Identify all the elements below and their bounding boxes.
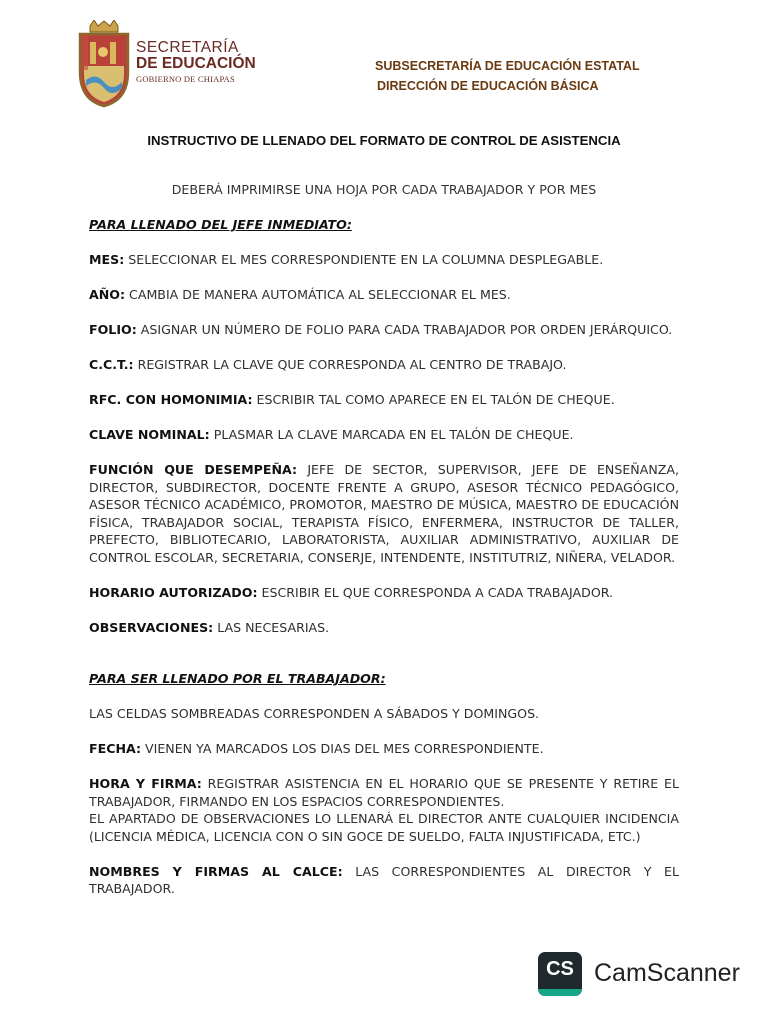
item-label: HORA Y FIRMA: [89, 776, 202, 791]
item-funcion [89, 461, 679, 566]
item-observaciones-director: EL APARTADO DE OBSERVACIONES LO LLENARÁ EL DIRECTOR ANTE CUALQUIER INCIDENCIA (LICENCIA MÉDICA, LICENCIA CON O SIN GOCE DE SUELDO, FALTA INJUSTIFICADA, ETC.) [89, 811, 679, 844]
item-folio [89, 321, 679, 339]
camscanner-badge-text: CS [546, 958, 574, 980]
item-horario [89, 584, 679, 602]
item-text: SELECCIONAR EL MES CORRESPONDIENTE EN LA COLUMNA DESPLEGABLE. [124, 252, 604, 267]
item-label: FUNCIÓN QUE DESEMPEÑA: [89, 462, 298, 477]
header-subsecretaria: SUBSECRETARÍA DE EDUCACIÓN ESTATAL [375, 59, 640, 73]
item-label: CLAVE NOMINAL: [89, 427, 210, 442]
camscanner-watermark [538, 952, 748, 996]
item-label: OBSERVACIONES: [89, 619, 214, 635]
secretaria-educacion-logo [76, 20, 256, 110]
document-body [89, 216, 679, 898]
item-observaciones [89, 619, 679, 637]
item-text: LAS CORRESPONDIENTES AL DIRECTOR Y EL TRABAJADOR. [89, 863, 679, 896]
item-text: LAS NECESARIAS. [213, 619, 330, 635]
item-clave-nominal [89, 426, 679, 444]
item-text: CAMBIA DE MANERA AUTOMÁTICA AL SELECCIONAR EL MES. [125, 287, 511, 302]
item-text: REGISTRAR ASISTENCIA EN EL HORARIO QUE SE PRESENTE Y RETIRE EL TRABAJADOR, FIRMANDO EN LOS ESPACIOS CORRESPONDIENTES. [89, 776, 679, 809]
item-label: RFC. CON HOMONIMIA: [89, 392, 253, 407]
item-hora-firma [89, 775, 679, 810]
item-fecha [89, 740, 679, 758]
item-anio [89, 286, 679, 304]
item-celdas-sombreadas: LAS CELDAS SOMBREADAS CORRESPONDEN A SÁBADOS Y DOMINGOS. [89, 706, 540, 721]
item-text: REGISTRAR LA CLAVE QUE CORRESPONDA AL CENTRO DE TRABAJO. [133, 357, 567, 372]
item-nombres-firmas [89, 863, 679, 898]
item-label: HORARIO AUTORIZADO: [89, 584, 258, 600]
camscanner-logo-icon [538, 952, 582, 996]
logo-subtitle-line: DE EDUCACIÓN [136, 55, 256, 72]
section-heading-trabajador: PARA SER LLENADO POR EL TRABAJADOR: [89, 671, 386, 686]
item-text: ESCRIBIR EL QUE CORRESPONDA A CADA TRABAJADOR. [257, 584, 614, 600]
item-rfc [89, 391, 679, 409]
item-label: MES: [89, 252, 125, 267]
item-label: FOLIO: [89, 322, 137, 337]
document-subtitle: DEBERÁ IMPRIMIRSE UNA HOJA POR CADA TRABAJADOR Y POR MES [171, 182, 597, 197]
item-label: AÑO: [89, 287, 126, 302]
header-direccion: DIRECCIÓN DE EDUCACIÓN BÁSICA [377, 79, 599, 93]
item-text: JEFE DE SECTOR, SUPERVISOR, JEFE DE ENSEÑANZA, DIRECTOR, SUBDIRECTOR, DOCENTE FRENTE A GRUPO, ASESOR TÉCNICO PEDAGÓGICO, ASESOR TÉCNICO ACADÉMICO, PROMOTOR, MAESTRO DE MÚSICA, MAESTRO DE EDUCACIÓN FÍSICA, TRABAJADOR SOCIAL, TERAPISTA FÍSICO, ENFERMERA, INSTRUCTOR DE TALLER, PREFECTO, BIBLIOTECARIO, LABORATORISTA, AUXILIAR ADMINISTRATIVO, AUXILIAR DE CONTROL ESCOLAR, SECRETARIA, CONSERJE, INTENDENTE, INSTITUTRIZ, NIÑERA, VELADOR. [89, 462, 680, 565]
document-title: INSTRUCTIVO DE LLENADO DEL FORMATO DE CONTROL DE ASISTENCIA [147, 133, 621, 148]
item-text: VIENEN YA MARCADOS LOS DIAS DEL MES CORRESPONDIENTE. [141, 741, 544, 756]
item-text: ESCRIBIR TAL COMO APARECE EN EL TALÓN DE CHEQUE. [252, 392, 615, 407]
logo-government-line: GOBIERNO DE CHIAPAS [136, 74, 235, 84]
logo-title-line: SECRETARÍA [136, 39, 239, 56]
chiapas-coat-of-arms-icon [76, 20, 132, 108]
item-label: NOMBRES Y FIRMAS AL CALCE: [89, 863, 343, 879]
item-text: ASIGNAR UN NÚMERO DE FOLIO PARA CADA TRABAJADOR POR ORDEN JERÁRQUICO. [136, 322, 673, 337]
item-mes [89, 251, 679, 269]
camscanner-wordmark: CamScanner [594, 959, 740, 987]
document-header [375, 56, 640, 96]
item-label: FECHA: [89, 741, 142, 756]
item-label: C.C.T.: [89, 357, 134, 372]
item-text: PLASMAR LA CLAVE MARCADA EN EL TALÓN DE CHEQUE. [209, 427, 574, 442]
item-cct [89, 356, 679, 374]
section-heading-jefe: PARA LLENADO DEL JEFE INMEDIATO: [89, 217, 352, 232]
